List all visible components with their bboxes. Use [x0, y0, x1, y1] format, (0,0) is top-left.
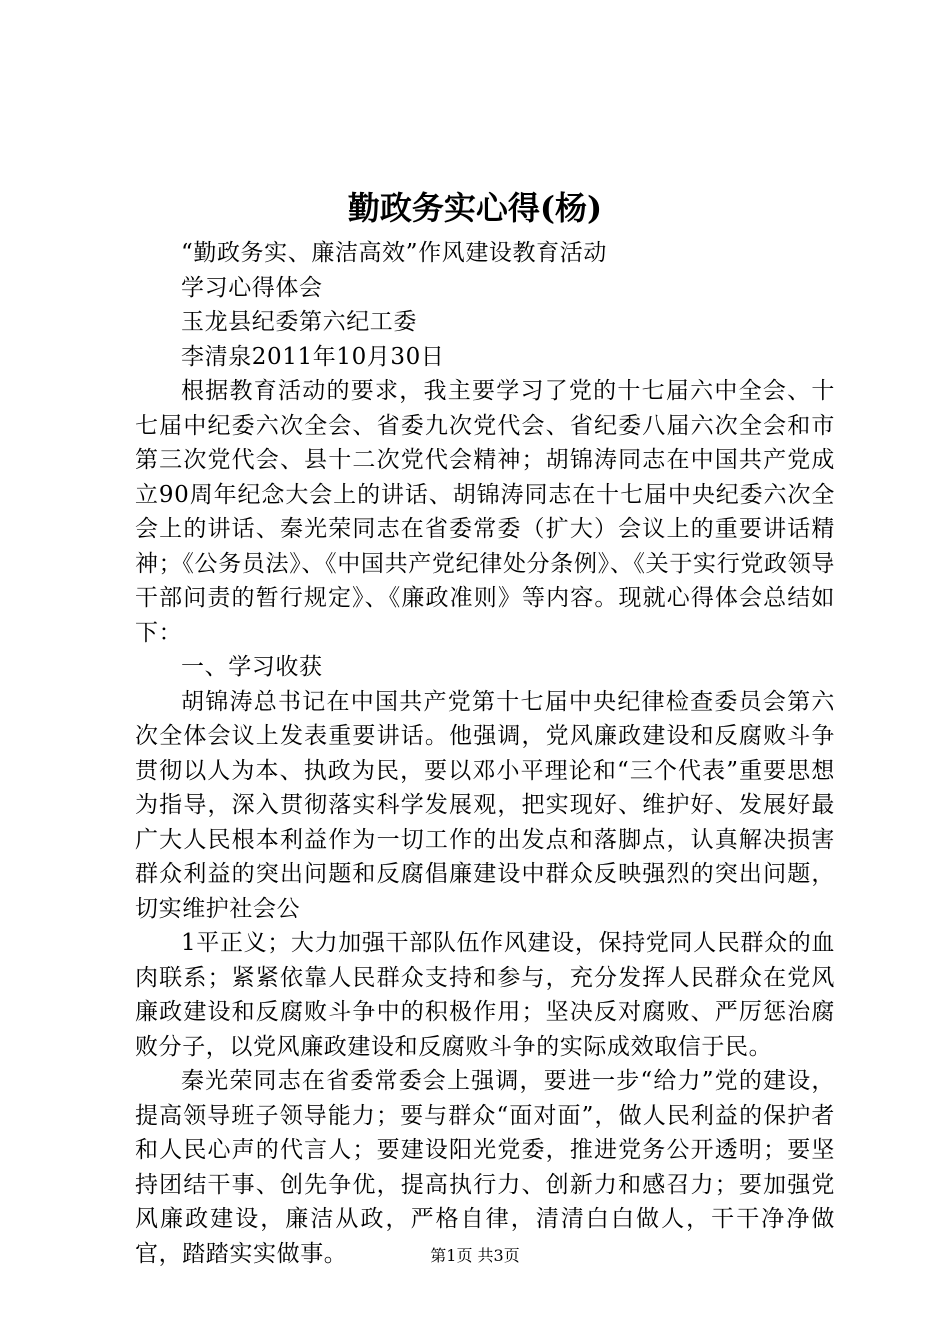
paragraph-author-date: 李清泉2011年10月30日 — [181, 343, 445, 370]
paragraph-organization: 玉龙县纪委第六纪工委 — [181, 309, 417, 335]
document-body — [135, 236, 835, 1271]
section-heading: 一、学习收获 — [181, 654, 323, 680]
paragraph-body-2: 1平正义；大力加强干部队伍作风建设，保持党同人民群众的血肉联系；紧紧依靠人民群众支持和参与，充分发挥人民群众在党风廉政建设和反腐败斗争中的积极作用；坚决反对腐败、严厉惩治腐败分子，以党风廉政建设和反腐败斗争的实际成效取信于民。 — [135, 930, 835, 1060]
paragraph-body-3: 秦光荣同志在省委常委会上强调，要进一步“给力”党的建设，提高领导班子领导能力；要与群众“面对面”，做人民利益的保护者和人民心声的代言人；要建设阳光党委，推进党务公开透明；要坚持团结干事、创先争优，提高执行力、创新力和感召力；要加强党风廉政建设，廉洁从政，严格自律，清清白白做人，干干净净做官，踏踏实实做事。 — [135, 1068, 835, 1267]
document-title: 勤政务实心得(杨) — [347, 189, 603, 227]
paragraph-subtitle: 学习心得体会 — [181, 274, 323, 301]
paragraph-intro: 根据教育活动的要求，我主要学习了党的十七届六中全会、十七届中纪委六次全会、省委九次党代会、省纪委八届六次全会和市第三次党代会、县十二次党代会精神；胡锦涛同志在中国共产党成立90周年纪念大会上的讲话、胡锦涛同志在十七届中央纪委六次全会上的讲话、秦光荣同志在省委常委（扩大）会议上的重要讲话精神；《公务员法》、《中国共产党纪律处分条例》、《关于实行党政领导干部问责的暂行规定》、《廉政准则》等内容。现就心得体会总结如下： — [135, 378, 835, 646]
paragraph-body-1: 胡锦涛总书记在中国共产党第十七届中央纪律检查委员会第六次全体会议上发表重要讲话。他强调，党风廉政建设和反腐败斗争贯彻以人为本、执政为民，要以邓小平理论和“三个代表”重要思想为指导，深入贯彻落实科学发展观，把实现好、维护好、发展好最广大人民根本利益作为一切工作的出发点和落脚点，认真解决损害群众利益的突出问题和反腐倡廉建设中群众反映强烈的突出问题，切实维护社会公 — [135, 688, 835, 922]
page-footer: 第1页 共3页 — [430, 1246, 520, 1265]
paragraph-activity-name: “勤政务实、廉洁高效”作风建设教育活动 — [181, 240, 607, 266]
